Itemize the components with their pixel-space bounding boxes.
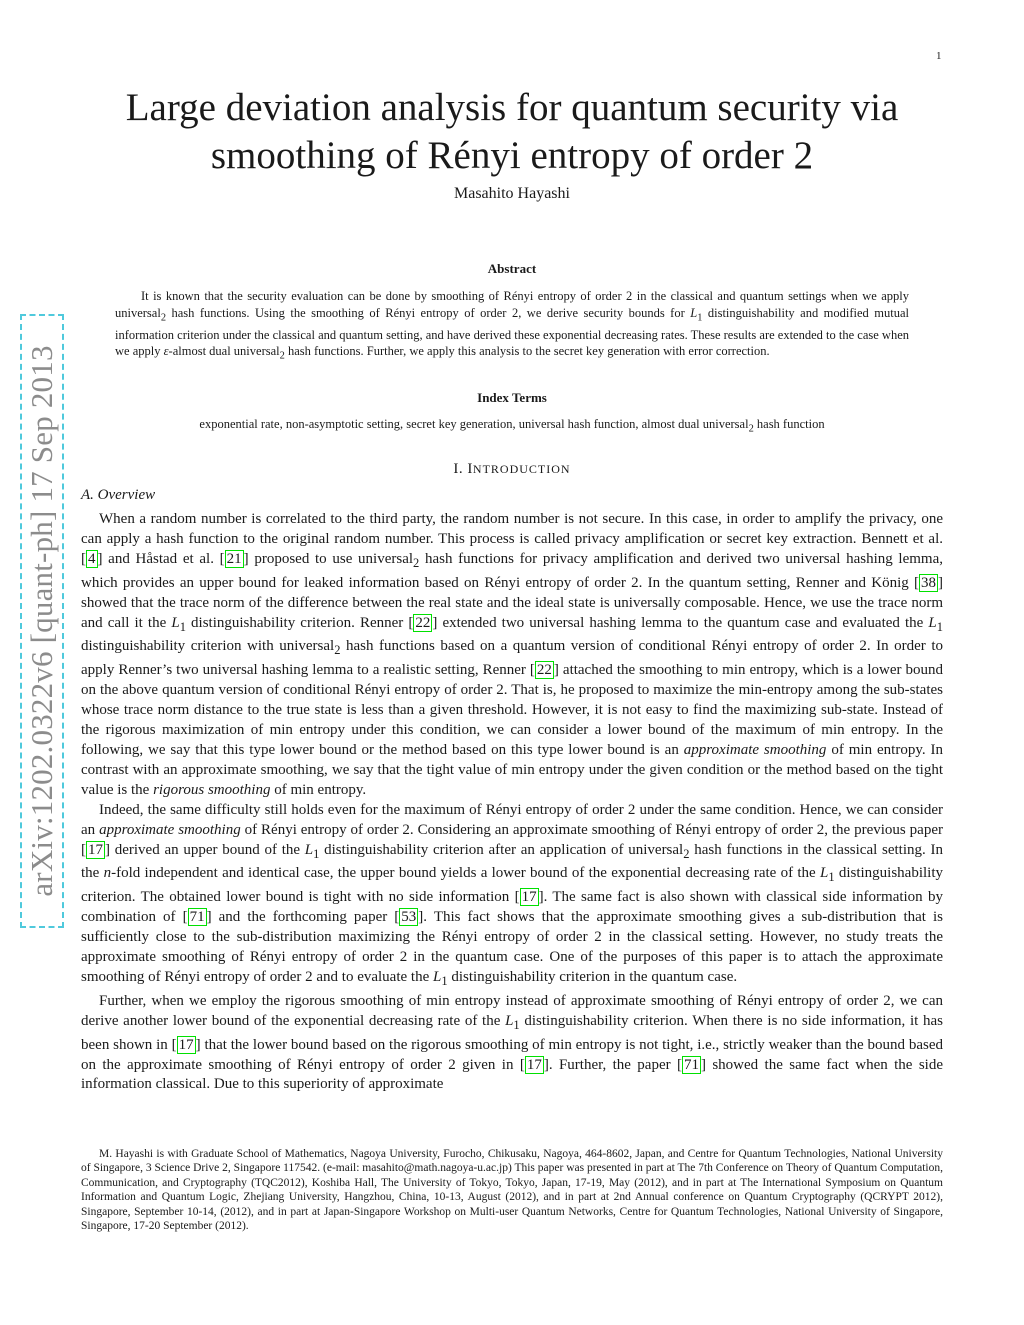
citation-link[interactable]: 17 xyxy=(88,841,103,858)
citation-link[interactable]: 17 xyxy=(178,1036,194,1053)
text-run: of Rényi entropy of order 2. Considering an approximate smoothing of Rényi entropy of order 2, the previous paper [ xyxy=(81,821,943,858)
emphasis: approximate smoothing xyxy=(99,821,241,838)
text-run: -fold independent and identical case, the upper bound yields a lower bound of the exponential decreasing rate of the xyxy=(111,865,820,882)
math-subscript: 1 xyxy=(513,1017,520,1032)
abstract-text: It is known that the security evaluation can be done by smoothing of Rényi entropy of order 2 in the classical and quantum settings when we apply universal xyxy=(115,289,909,320)
section-heading xyxy=(82,461,942,478)
text-run: ] derived an upper bound of the xyxy=(105,841,305,858)
math-subscript: 1 xyxy=(441,973,448,988)
math-symbol: L xyxy=(928,614,937,631)
text-run: distinguishability criterion. When there is no side information, it has been shown in [ xyxy=(81,1012,943,1053)
abstract-text: distinguishability and modified mutual information criterion under the classical and quantum setting, and have derived these exponential decreasing rates. These results are extended to the case when we apply xyxy=(115,305,909,358)
abstract-text: hash functions. Using the smoothing of Rényi entropy of order 2, we derive security bounds for xyxy=(166,305,691,320)
paper-title xyxy=(82,84,942,180)
text-run: ] showed that the trace norm of the difference between the real state and the ideal state is universally composable. Hence, we use the trace norm and call it the xyxy=(81,574,943,631)
math-subscript: 1 xyxy=(828,870,835,885)
paragraph-2 xyxy=(81,801,943,992)
subsection-heading: A. Overview xyxy=(81,487,156,503)
author: Masahito Hayashi xyxy=(454,185,570,202)
citation-link[interactable]: 17 xyxy=(521,889,537,906)
text-run: ]. This fact shows that the approximate smoothing gives a sub-distribution that is sufficiently close to the sub-distribution maximizing the Rényi entropy of order 2 in the classical setting. However, no study treats the approximate smoothing of Rényi entropy of order 2 in the quantum case. One of the purposes of this paper is to attach the approximate smoothing of Rényi entropy of order 2 and to evaluate the xyxy=(81,909,944,985)
body-text xyxy=(81,510,943,1095)
math-subscript: 2 xyxy=(160,312,167,323)
math-subscript: 1 xyxy=(697,312,703,323)
abstract-text: -almost dual universal xyxy=(168,344,280,358)
text-run: of min entropy. xyxy=(270,781,367,798)
abstract-body xyxy=(115,288,909,365)
text-run: ]. The same fact is also shown with classical side information by combination of [ xyxy=(81,889,944,926)
math-subscript: 2 xyxy=(279,350,285,362)
citation-link[interactable]: 21 xyxy=(226,550,242,567)
text-run: hash functions for privacy amplification and derived two universal hashing lemma, which provides an upper bound for leaked information based on Rényi entropy of order 2. In the quantum setting, Renner and König [ xyxy=(81,550,943,591)
text-run: When a random number is correlated to the third party, the random number is not secure. In this case, in order to amplify the privacy, one can apply a hash function to the original random number. This process is called privacy amplification or secret key extraction. Bennett et al. [ xyxy=(81,511,943,567)
index-terms-text: hash function xyxy=(753,417,825,431)
emphasis: approximate smoothing xyxy=(683,741,827,758)
text-run: Further, when we employ the rigorous smoothing of min entropy instead of approximate smoothing of Rényi entropy of order 2, we can derive another lower bound of the exponential decreasing rate of the xyxy=(81,992,943,1029)
section-title-rest: NTRODUCTION xyxy=(472,462,571,476)
math-symbol: L xyxy=(304,841,314,858)
math-subscript: 2 xyxy=(413,555,420,570)
math-symbol: n xyxy=(103,865,112,882)
citation-link[interactable]: 22 xyxy=(536,662,552,679)
text-run: distinguishability criterion with universal xyxy=(81,638,335,655)
citation-link[interactable]: 53 xyxy=(401,909,417,926)
section-numeral: I. xyxy=(453,461,464,477)
math-subscript: 1 xyxy=(313,846,320,861)
title-line-1: Large deviation analysis for quantum security via xyxy=(125,86,899,129)
text-run: distinguishability criterion. Renner [ xyxy=(185,614,414,631)
section-first-letter: I xyxy=(467,461,473,477)
math-symbol: L xyxy=(819,865,829,882)
text-run: Indeed, the same difficulty still holds even for the maximum of Rényi entropy of order 2 under the same condition. Hence, we can consider an xyxy=(81,801,943,838)
abstract-text: hash functions. Further, we apply this analysis to the secret key generation with error correction. xyxy=(284,344,770,358)
text-run: of min entropy. In contrast with an approximate smoothing, we say that the tight value of min entropy under the given condition or the method based on the tight value is the xyxy=(81,741,943,798)
text-run: ] that the lower bound based on the rigorous smoothing of min entropy is not tight, i.e., strictly weaker than the bound based on the approximate smoothing of Rényi entropy of order 2 given in [ xyxy=(81,1036,943,1073)
text-run: hash functions in the classical setting. In the xyxy=(81,841,943,882)
math-symbol: L xyxy=(433,968,442,985)
citation-link[interactable]: 22 xyxy=(415,614,431,631)
text-run: hash functions based on a quantum version of conditional Rényi entropy of order 2. In order to apply Renner’s two universal hashing lemma to a realistic setting, Renner [ xyxy=(81,638,943,679)
math-symbol: L xyxy=(171,614,180,631)
text-run: ]. Further, the paper [ xyxy=(543,1056,682,1073)
paragraph-1 xyxy=(81,510,943,801)
math-symbol: L xyxy=(690,305,698,320)
math-subscript: 1 xyxy=(936,619,944,634)
text-run: distinguishability criterion after an application of universal xyxy=(319,841,684,858)
math-subscript: 2 xyxy=(748,423,754,435)
arxiv-stamp-text: arXiv:1202.0322v6 [quant-ph] 17 Sep 2013 xyxy=(24,345,59,897)
index-terms xyxy=(82,417,942,435)
text-run: ] and Håstad et al. [ xyxy=(97,550,225,567)
index-terms-text: exponential rate, non-asymptotic setting, secret key generation, universal hash function, almost dual universal xyxy=(199,417,749,431)
math-subscript: 1 xyxy=(179,619,186,634)
text-run: ] extended two universal hashing lemma to the quantum case and evaluated the xyxy=(432,614,929,631)
page-number: 1 xyxy=(936,50,942,62)
text-run: ] attached the smoothing to min entropy, which is a lower bound on the above quantum version of conditional Rényi entropy of order 2. That is, he proposed to maximize the min-entropy among the sub-states whose trace norm distance to the true state is less than a given threshold. However, it is not easy to find the maximizing sub-state. Instead of the rigorous maximization of min entropy under this condition, we can consider a lower bound of the maximum of min entropy. In the following, we say that this type lower bound or the method based on this type lower bound is an xyxy=(81,662,944,758)
paragraph-3 xyxy=(81,992,943,1096)
citation-link[interactable]: 71 xyxy=(683,1056,699,1073)
math-subscript: 2 xyxy=(683,846,690,861)
text-run: distinguishability criterion. The obtained lower bound is tight with no side information [ xyxy=(81,865,944,906)
citation-link[interactable]: 71 xyxy=(189,909,205,926)
text-run: ] showed the same fact when the side information classical. Due to this superiority of approximate xyxy=(81,1056,943,1093)
math-symbol: ε xyxy=(163,344,169,358)
math-symbol: L xyxy=(505,1012,514,1029)
abstract-heading: Abstract xyxy=(487,261,537,276)
text-run: ] and the forthcoming paper [ xyxy=(206,909,400,926)
emphasis: rigorous smoothing xyxy=(153,781,271,798)
footnote: M. Hayashi is with Graduate School of Mathematics, Nagoya University, Furocho, Chikusaku, Nagoya, 464-8602, Japan, and Centre for Quantum Technologies, National University of Singapore, 3 Science Drive 2, Singapore 117542. (e-mail: masahito@math.nagoya-u.ac.jp) This paper was presented in part at The 7th Conference on Theory of Quantum Computation, Communication, and Cryptography (TQC2012), Koshiba Hall, The University of Tokyo, Tokyo, Japan, 17-19, May (2012), and in part at The International Symposium on Quantum Information and Quantum Logic, Zhejiang University, Hangzhou, China, 10-13, August (2012), and in part at 2nd Annual conference on Quantum Cryptography (QCRYPT 2012), Singapore, September 10-14, (2012), and in part at Japan-Singapore Workshop on Multi-user Quantum Networks, Centre for Quantum Technologies, National University of Singapore, Singapore, 17-20 September (2012). xyxy=(81,1148,943,1233)
math-subscript: 2 xyxy=(334,643,341,658)
index-terms-heading: Index Terms xyxy=(477,390,547,405)
text-run: distinguishability criterion in the quantum case. xyxy=(447,968,738,985)
citation-link[interactable]: 17 xyxy=(526,1056,542,1073)
text-run: ] proposed to use universal xyxy=(243,550,414,567)
title-line-2: smoothing of Rényi entropy of order 2 xyxy=(210,134,814,177)
arxiv-stamp[interactable] xyxy=(20,314,64,928)
citation-link[interactable]: 4 xyxy=(88,550,96,567)
citation-link[interactable]: 38 xyxy=(921,574,936,591)
